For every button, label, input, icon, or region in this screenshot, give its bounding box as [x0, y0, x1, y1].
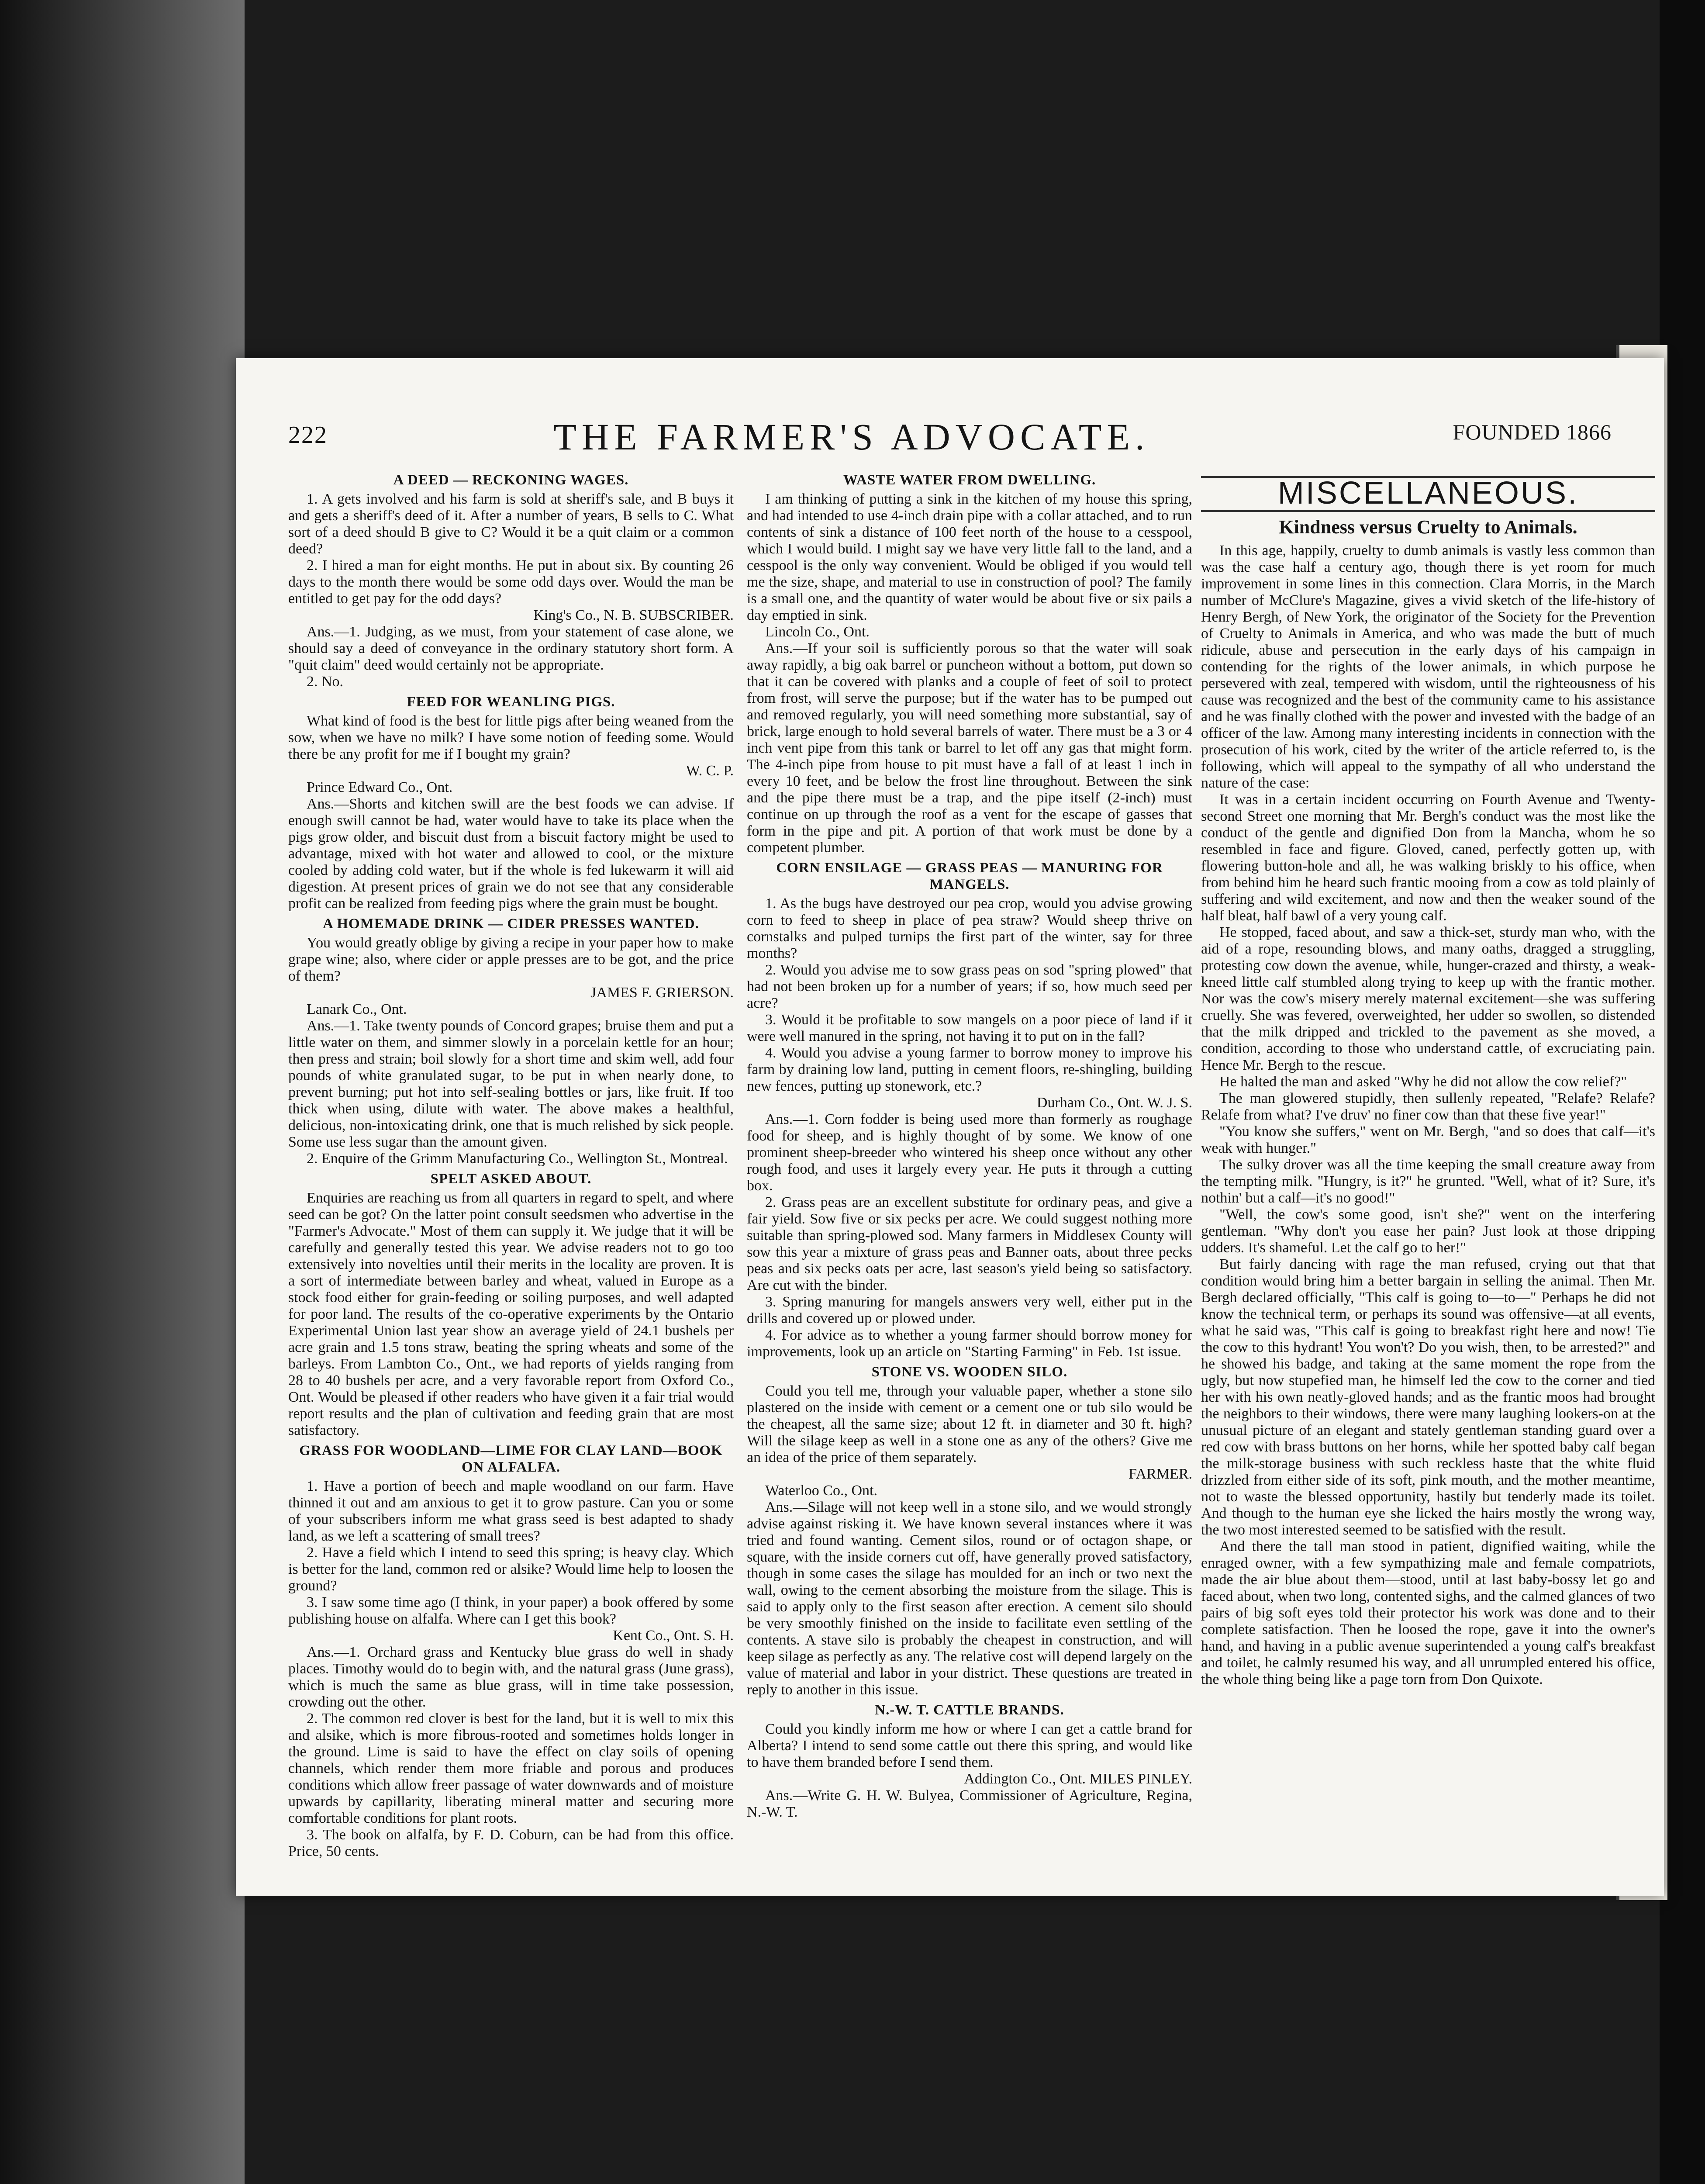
location-text: Lincoln Co., Ont.: [765, 624, 870, 640]
column-left: [288, 472, 734, 1870]
column-right: [1201, 472, 1655, 1870]
signoff: Addington Co., Ont. MILES PINLEY.: [964, 1771, 1192, 1787]
answer-text: 2. The common red clover is best for the land, but it is well to mix this and alsike, which is more fibrous-rooted and sometimes holds longer in the ground. Lime is said to have the effect on clay soils of opening channels, which render them more friable and porous and produces conditions which allow freer passage of water downwards and of moisture upwards by capillarity, liberating mineral matter and securing more comfortable conditions for plant roots.: [288, 1711, 734, 1826]
article-text: But fairly dancing with rage the man refused, crying out that that condition would bring him a better bargain in selling the animal. Then Mr. Bergh declared officially, "This calf is going to—to—" Perhaps he did not know the technical term, or perhaps its sound was offensive—at all events, what he said was, "This calf is going to breakfast right here and now! Tie the cow to this hydrant! You won't? Do you wish, then, to be arrested?" and he showed his badge, and taking at the same moment the rope from the ugly, but now stupefied man, he himself led the cow to the corner and tied her with his own neatly-gloved hands; and as the frantic moos had brought the neighbors to their windows, there were many laughing lookers-on at the unusual picture of an elegant and stately gentleman standing guard over a red cow with brass buttons on her horns, while her spotted baby calf began the milk-storage business with such reckless haste that the white fluid drizzled from either side of its soft, pink mouth, and the mother meantime, not to waste the blessed opportunity, hastily but tenderly made its toilet. And though to the human eye she licked the hairs mostly the wrong way, the two most interested seemed to be satisfied with the result.: [1201, 1256, 1655, 1538]
answer-text: Ans.—Write G. H. W. Bulyea, Commissioner of Agriculture, Regina, N.-W. T.: [747, 1787, 1192, 1820]
section-title: STONE VS. WOODEN SILO.: [871, 1364, 1068, 1380]
question-text: 3. Would it be profitable to sow mangels on a poor piece of land if it were well manured in the spring, not having it to put on in the fall?: [747, 1012, 1192, 1044]
article-title: Kindness versus Cruelty to Animals.: [1279, 516, 1577, 538]
article-text: He halted the man and asked "Why he did not allow the cow relief?": [1219, 1074, 1627, 1090]
signoff: JAMES F. GRIERSON.: [590, 985, 734, 1001]
question-text: Could you tell me, through your valuable paper, whether a stone silo plastered on the inside with cement or a cement one or tub silo would be the cheapest, all the same size; about 12 ft. in diameter and 30 ft. high? Will the silage keep as well in a stone one as any of the others? Give me an idea of the price of them separately.: [747, 1383, 1192, 1465]
answer-text: 2. Enquire of the Grimm Manufacturing Co., Wellington St., Montreal.: [307, 1151, 728, 1167]
section-title: A HOMEMADE DRINK — CIDER PRESSES WANTED.: [323, 916, 699, 932]
section-title: A DEED — RECKONING WAGES.: [393, 472, 629, 488]
section-title: SPELT ASKED ABOUT.: [430, 1171, 592, 1187]
newspaper-page: [236, 358, 1664, 1896]
journal-title: THE FARMER'S ADVOCATE.: [553, 416, 1150, 458]
answer-text: Ans.—If your soil is sufficiently porous so that the water will soak away rapidly, a big oak barrel or puncheon without a bottom, put down so that it can be covered with planks and a couple of feet of soil to protect from frost, will serve the purpose; but if the water has to be pumped out and removed regularly, you will need something more substantial, say of brick, large enough to hold several barrels of water. There must be a 3 or 4 inch vent pipe from this tank or barrel to let off any gas that might form. The 4-inch pipe from house to pit must have a fall of at least 1 inch in every 10 feet, and be below the frost line throughout. Between the sink and the pipe there must be a trap, and the pipe itself (2-inch) must continue on up through the roof as a vent for the escape of gasses that form in the pipe and pit. A portion of that work must be done by a competent plumber.: [747, 640, 1192, 856]
section-title: FEED FOR WEANLING PIGS.: [407, 694, 615, 710]
question-text: 3. I saw some time ago (I think, in your paper) a book offered by some publishing house on alfalfa. Where can I get this book?: [288, 1594, 734, 1627]
article-text: "You know she suffers," went on Mr. Bergh, "and so does that calf—it's weak with hunger.": [1201, 1123, 1655, 1156]
signoff: King's Co., N. B. SUBSCRIBER.: [533, 607, 734, 623]
answer-text: Ans.—1. Orchard grass and Kentucky blue grass do well in shady places. Timothy would do to begin with, and the natural grass (June grass), which is much the same as blue grass, will in time take possession, crowding out the other.: [288, 1644, 734, 1710]
founded-date: FOUNDED 1866: [1453, 420, 1612, 444]
answer-text: Ans.—1. Corn fodder is being used more than formerly as roughage food for sheep, and is highly thought of by some. We know of one prominent sheep-breeder who wintered his sheep once without any other rough food, and uses it largely every year. He puts it through a cutting box.: [747, 1111, 1192, 1194]
section-title: CORN ENSILAGE — GRASS PEAS — MANURING FOR MANGELS.: [776, 860, 1163, 892]
article-text: The sulky drover was all the time keeping the small creature away from the tempting milk. "Hungry, is it?" he grunted. "Well, what of it? Sure, it's nothin' but a calf—it's no good!": [1201, 1157, 1655, 1206]
location-text: Waterloo Co., Ont.: [765, 1482, 877, 1499]
article-text: And there the tall man stood in patient, dignified waiting, while the enraged owner, with a few sympathizing male and female compatriots, made the air blue about them—stood, until at last baby-bossy let go and faced about, when two long, contented sighs, and the calmed glances of two pairs of big soft eyes told their protector his work was done and to their complete satisfaction. Then he loosed the rope, gave it into the owner's hand, and having in a public avenue superintended a young calf's breakfast and toilet, he calmly resumed his way, and all unrumpled entered his office, the whole thing being like a page torn from Don Quixote.: [1201, 1538, 1655, 1687]
question-text: 4. Would you advise a young farmer to borrow money to improve his farm by draining low land, putting in cement floors, re-shingling, building new fences, putting up stonework, etc.?: [747, 1045, 1192, 1094]
answer-text: Ans.—1. Take twenty pounds of Concord grapes; bruise them and put a little water on them, and simmer slowly in a porcelain kettle for an hour; then press and strain; boil slowly for a short time and skim well, add four pounds of white granulated sugar, to be put in when nearly done, to prevent burning; put hot into self-sealing bottles or jars, like fruit. If too thick when using, dilute with water. The above makes a healthful, delicious, non-intoxicating drink, one that is much relished by sick people. Some use less sugar than the amount given.: [288, 1018, 734, 1150]
question-text: Could you kindly inform me how or where I can get a cattle brand for Alberta? I intend to send some cattle out there this spring, and would like to have them branded before I send them.: [747, 1721, 1192, 1770]
section-title: N.-W. T. CATTLE BRANDS.: [875, 1702, 1064, 1718]
answer-text: Ans.—1. Judging, as we must, from your statement of case alone, we should say a deed of conveyance in the ordinary statutory short form. A "quit claim" deed would certainly not be appropriate.: [288, 624, 734, 673]
answer-text: 3. The book on alfalfa, by F. D. Coburn, can be had from this office. Price, 50 cents.: [288, 1827, 734, 1859]
article-text: In this age, happily, cruelty to dumb animals is vastly less common than was the case half a century ago, though there is yet room for much improvement in some lines in this connection. Clara Morris, in the March number of McClure's Magazine, gives a vivid sketch of the life-history of Henry Bergh, of New York, the originator of the Society for the Prevention of Cruelty to Animals in America, and who was made the butt of much ridicule, abuse and persecution in the early days of his campaign in contending for the rights of the lower animals, in which purpose he persevered with zeal, tempered with wisdom, until the righteousness of his cause was recognized and the best of the community came to his assistance and he was finally clothed with the power and invested with the badge of an officer of the law. Among many interesting incidents in connection with the prosecution of his work, cited by the writer of the article referred to, is the following, which will appeal to the sympathy of all who understand the nature of the case:: [1201, 543, 1655, 791]
answer-text: 4. For advice as to whether a young farmer should borrow money for improvements, look up an article on "Starting Farming" in Feb. 1st issue.: [747, 1327, 1192, 1360]
location-text: Prince Edward Co., Ont.: [307, 779, 453, 795]
question-text: I am thinking of putting a sink in the kitchen of my house this spring, and had intended to use 4-inch drain pipe with a collar attached, and to run contents of sink a distance of 100 feet north of the house to a cesspool, which I would build. I might say we have very little fall to the land, and a cesspool is the only way convenient. Would be obliged if you would tell me the size, shape, and material to use in construction of pool? The family is a small one, and the quantity of water would be about five or six pails a day emptied in sink.: [747, 491, 1192, 623]
answer-text: Ans.—Shorts and kitchen swill are the best foods we can advise. If enough swill cannot be had, water would have to take its place when the pigs grow older, and biscuit dust from a biscuit factory might be used to advantage, mixed with hot water and allowed to cool, or the mixture cooled by adding cold water, but if the whole is fed lukewarm it will aid digestion. At present prices of grain we do not see that any considerable profit can be realized from feeding pigs where the grain must be bought.: [288, 796, 734, 912]
question-text: You would greatly oblige by giving a recipe in your paper how to make grape wine; also, where cider or apple presses are to be got, and the price of them?: [288, 935, 734, 984]
answer-text: 2. Grass peas are an excellent substitute for ordinary peas, and give a fair yield. Sow five or six pecks per acre. We could suggest nothing more suitable than spring-plowed sod. Many farmers in Middlesex County will sow this year a mixture of grass peas and Banner oats, about three pecks peas and six pecks oats per acre, last season's yield being so satisfactory. Are cut with the binder.: [747, 1194, 1192, 1293]
article-text: He stopped, faced about, and saw a thick-set, sturdy man who, with the aid of a rope, resounding blows, and many oaths, dragged a struggling, protesting cow down the avenue, while, hunger-crazed and thirsty, a weak-kneed little calf stumbled along trying to keep up with the frantic mother. Nor was the cow's misery merely maternal excitement—she was suffering cruelly. She was fevered, overweighted, her udder so swollen, so distended that the milk dripped and trickled to the pavement as she moved, a condition, according to those who understand cattle, of excruciating pain. Hence Mr. Bergh to the rescue.: [1201, 924, 1655, 1073]
column-middle: [747, 472, 1192, 1870]
article-text: It was in a certain incident occurring on Fourth Avenue and Twenty-second Street one morning that Mr. Bergh's conduct was the most like the conduct of the gentle and dignified Don from la Mancha, whom he so resembled in face and figure. Gloved, caned, perfectly gotten up, with flowering button-hole and all, he was walking briskly to his office, when from behind him he heard such frantic mooing from a cow as told plainly of suffering and wild excitement, and now and then the weaker sound of the half bleat, half bawl of a very young calf.: [1201, 791, 1655, 924]
section-title: GRASS FOR WOODLAND—LIME FOR CLAY LAND—BOOK ON ALFALFA.: [299, 1443, 723, 1475]
article-text: Enquiries are reaching us from all quarters in regard to spelt, and where seed can be got? On the latter point consult seedsmen who advertise in the "Farmer's Advocate." Most of them can supply it. We judge that it will be carefully and generally tested this year. We advise readers not to go too extensively into novelties until their merits in the locality are proven. It is a sort of intermediate between barley and wheat, valued in Europe as a stock food either for grain-feeding or soiling purposes, and well adapted for poor land. The results of the co-operative experiments by the Ontario Experimental Union last year show an average yield of 24.1 bushels per acre grain and 1.5 tons straw, beating the spring wheats and some of the barleys. From Lambton Co., Ont., we had reports of yields ranging from 28 to 40 bushels per acre, and a very favorable report from Oxford Co., Ont. Would be pleased if other readers who have given it a fair trial would report results and the plan of cultivation and feeding grain that are most satisfactory.: [288, 1190, 734, 1438]
page-number: 222: [288, 422, 328, 449]
question-text: 1. As the bugs have destroyed our pea crop, would you advise growing corn to feed to sheep in place of pea straw? Would sheep thrive on cornstalks and pulped turnips the first part of the winter, say for three months?: [747, 895, 1192, 961]
question-text: 2. Would you advise me to sow grass peas on sod "spring plowed" that had not been broken up for a number of years; if so, how much seed per acre?: [747, 962, 1192, 1011]
signoff: Durham Co., Ont. W. J. S.: [1036, 1095, 1192, 1111]
page-header: [236, 415, 1664, 463]
question-text: 1. Have a portion of beech and maple woodland on our farm. Have thinned it out and am anxious to get it to grow pasture. Can you or some of your subscribers inform me what grass seed is best adapted to shady land, as we left a scattering of small trees?: [288, 1478, 734, 1544]
signoff: Kent Co., Ont. S. H.: [613, 1628, 734, 1644]
section-title: WASTE WATER FROM DWELLING.: [843, 472, 1096, 488]
question-text: 2. Have a field which I intend to seed this spring; is heavy clay. Which is better for the land, common red or alsike? Would lime help to loosen the ground?: [288, 1545, 734, 1594]
signoff: W. C. P.: [686, 763, 734, 779]
scan-dark-margin-left: [0, 0, 245, 2184]
article-text: The man glowered stupidly, then sullenly repeated, "Relafe? Relafe? Relafe from what? I've druv' no finer cow than that these five year!": [1201, 1090, 1655, 1123]
miscellaneous-heading: MISCELLANEOUS.: [1277, 476, 1579, 511]
signoff: FARMER.: [1129, 1466, 1192, 1482]
answer-text: 2. No.: [307, 674, 344, 690]
answer-text: Ans.—Silage will not keep well in a stone silo, and we would strongly advise against risking it. We have known several instances where it was tried and found wanting. Cement silos, round or of octagon shape, or square, with the inside corners cut off, have generally proved satisfactory, though in some cases the silage has moulded for an inch or two next the wall, owing to the cement absorbing the moisture from the silage. This is said to apply only to the first season after erection. A cement silo should be very smoothly finished on the inside to facilitate even settling of the contents. A stave silo is probably the cheapest in construction, and will keep silage as perfectly as any. The relative cost will depend largely on the value of material and labor in your district. These questions are treated in reply to another in this issue.: [747, 1499, 1192, 1698]
article-text: "Well, the cow's some good, isn't she?" went on the interfering gentleman. "Why don't you ease her pain? Just look at those dripping udders. It's shameful. Let the calf go to her!": [1201, 1206, 1655, 1256]
question-text: 1. A gets involved and his farm is sold at sheriff's sale, and B buys it and gets a sheriff's deed of it. After a number of years, B sells to C. What sort of a deed should B give to C? Would it be a quit claim or a common deed?: [288, 491, 734, 557]
question-text: 2. I hired a man for eight months. He put in about six. By counting 26 days to the month there would be some odd days over. Would the man be entitled to get pay for the odd days?: [288, 557, 734, 607]
location-text: Lanark Co., Ont.: [307, 1001, 407, 1017]
question-text: What kind of food is the best for little pigs after being weaned from the sow, when we have no milk? I have some notion of feeding some. Would there be any profit for me if I bought my grain?: [288, 713, 734, 762]
answer-text: 3. Spring manuring for mangels answers very well, either put in the drills and covered up or plowed under.: [747, 1294, 1192, 1327]
